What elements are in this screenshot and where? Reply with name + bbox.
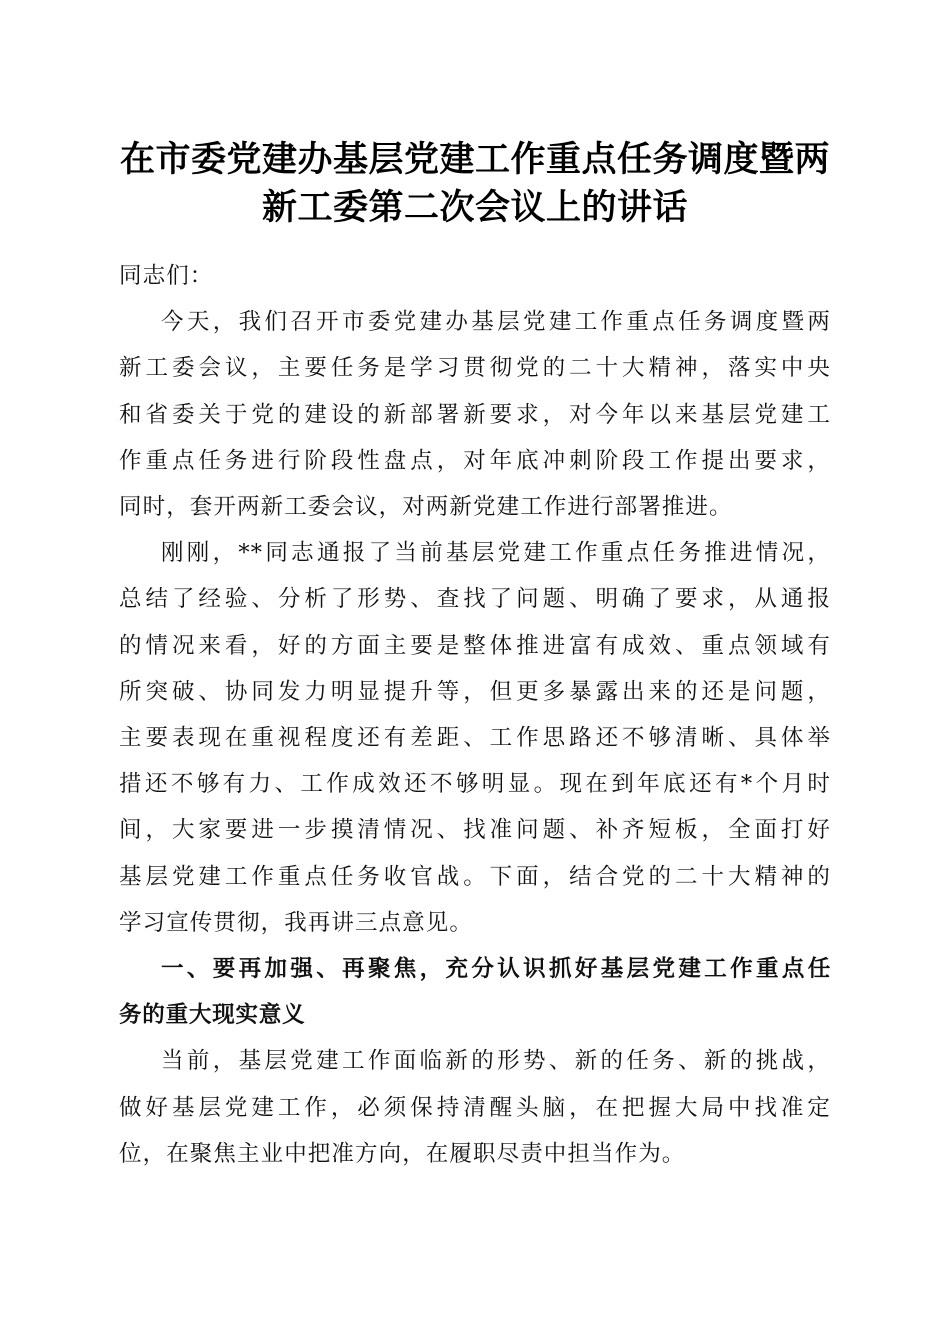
paragraph-line: 所突破、协同发力明显提升等，但更多暴露出来的还是问题， <box>119 678 831 705</box>
salutation-text: 同志们： <box>119 263 214 289</box>
paragraph-situation <box>119 530 831 946</box>
paragraph-line: 学习宣传贯彻，我再讲三点意见。 <box>119 909 474 936</box>
paragraph-line: 刚刚，**同志通报了当前基层党建工作重点任务推进情况， <box>161 540 831 567</box>
document-title <box>100 136 850 232</box>
paragraph-line: 同时，套开两新工委会议，对两新党建工作进行部署推进。 <box>119 494 733 521</box>
heading-line: 务的重大现实意义 <box>119 1002 306 1029</box>
paragraph-line: 总结了经验、分析了形势、查找了问题、明确了要求，从通报 <box>119 586 831 613</box>
paragraph-line: 的情况来看，好的方面主要是整体推进富有成效、重点领域有 <box>119 632 831 659</box>
salutation <box>119 253 831 299</box>
paragraph-line: 和省委关于党的建设的新部署新要求，对今年以来基层党建工 <box>119 401 831 428</box>
paragraph-line: 措还不够有力、工作成效还不够明显。现在到年底还有*个月时 <box>119 771 831 798</box>
section-heading-1 <box>119 946 831 1038</box>
title-line-2: 新工委第二次会议上的讲话 <box>261 187 688 228</box>
paragraph-line: 作重点任务进行阶段性盘点，对年底冲刺阶段工作提出要求， <box>119 447 831 474</box>
paragraph-line: 主要表现在重视程度还有差距、工作思路还不够清晰、具体举 <box>119 725 831 752</box>
paragraph-line: 新工委会议，主要任务是学习贯彻党的二十大精神，落实中央 <box>119 355 831 382</box>
paragraph-section-1 <box>119 1038 831 1177</box>
heading-line: 一、要再加强、再聚焦，充分认识抓好基层党建工作重点任 <box>161 956 831 983</box>
paragraph-line: 间，大家要进一步摸清情况、找准问题、补齐短板，全面打好 <box>119 817 831 844</box>
paragraph-line: 基层党建工作重点任务收官战。下面，结合党的二十大精神的 <box>119 863 831 890</box>
document-body <box>119 253 831 1177</box>
paragraph-line: 当前，基层党建工作面临新的形势、新的任务、新的挑战， <box>161 1048 831 1075</box>
paragraph-line: 位，在聚焦主业中把准方向，在履职尽责中担当作为。 <box>119 1140 686 1167</box>
title-line-1: 在市委党建办基层党建工作重点任务调度暨两 <box>119 139 830 180</box>
paragraph-line: 做好基层党建工作，必须保持清醒头脑，在把握大局中找准定 <box>119 1094 831 1121</box>
paragraph-line: 今天，我们召开市委党建办基层党建工作重点任务调度暨两 <box>161 309 831 336</box>
paragraph-opening <box>119 299 831 530</box>
